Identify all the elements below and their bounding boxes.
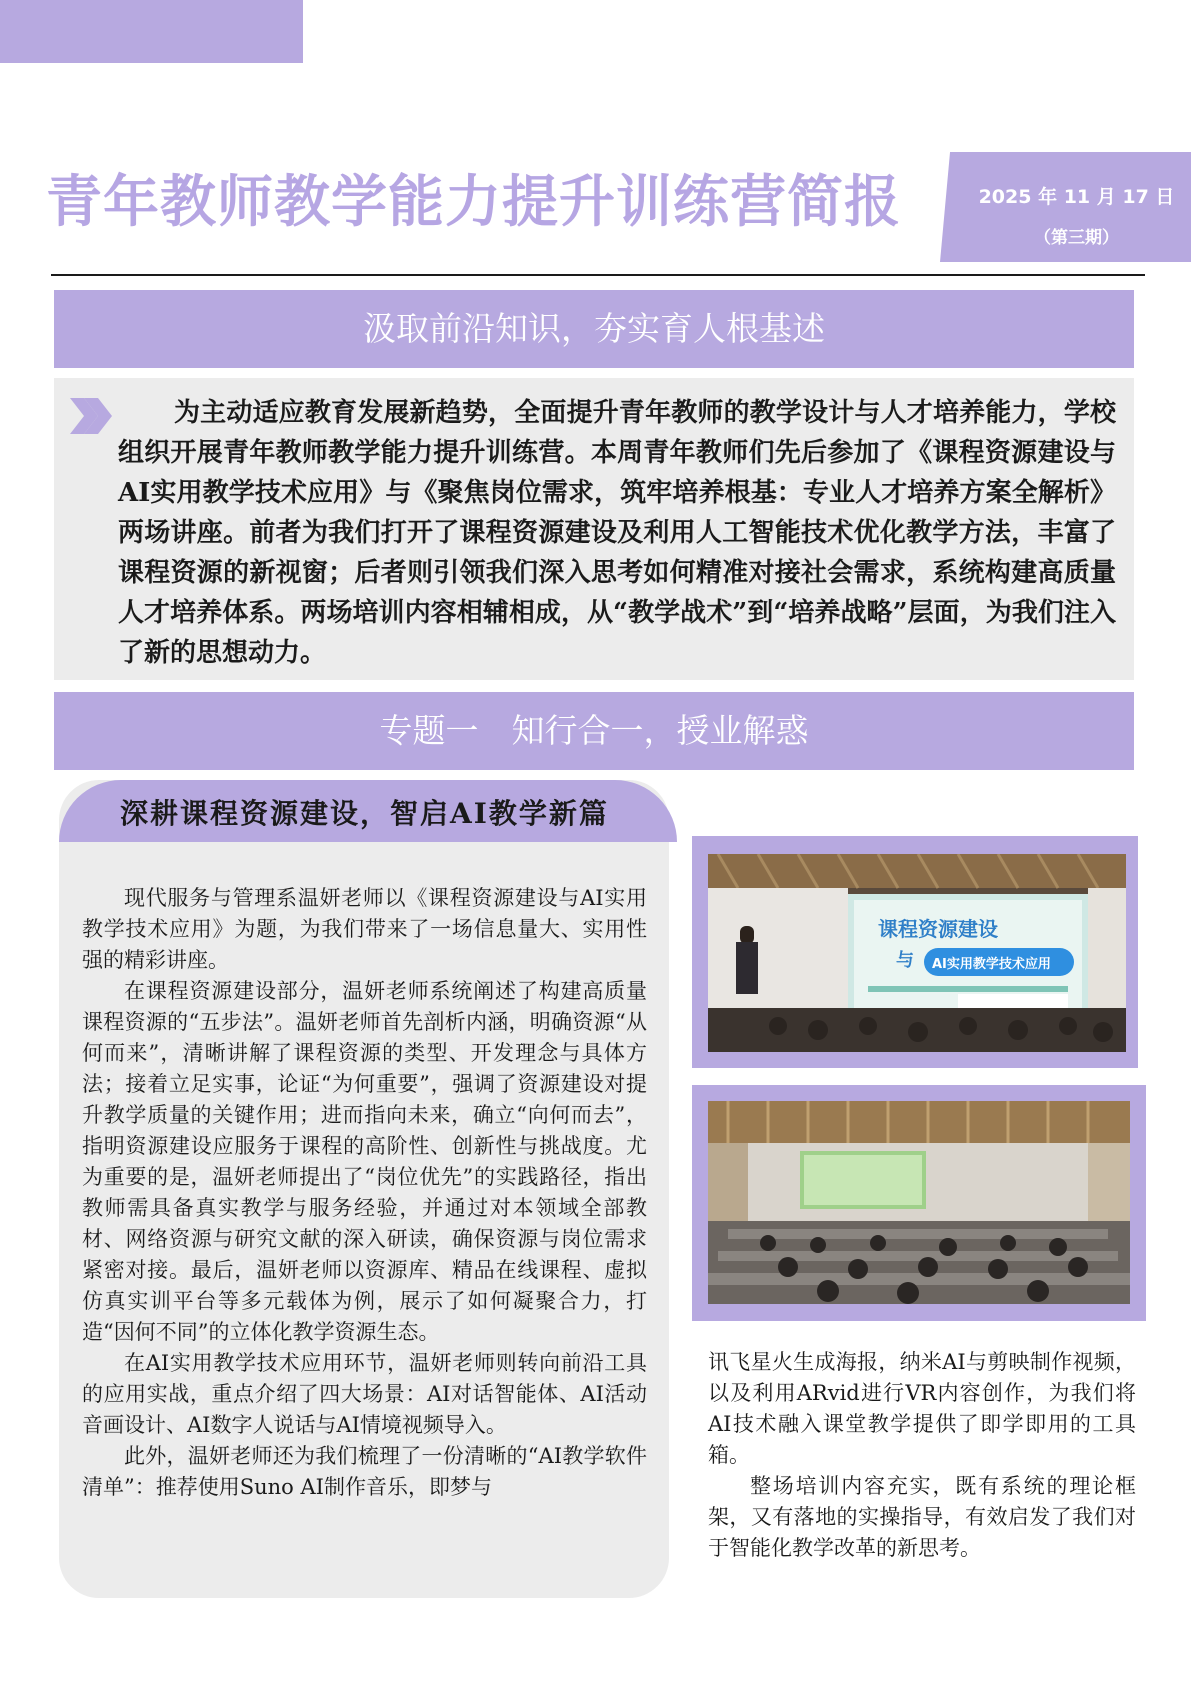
top-corner-tab	[0, 0, 303, 63]
slide-title-line2: 与	[896, 950, 914, 971]
article-paragraph: 此外，温妍老师还为我们梳理了一份清晰的“AI教学软件清单”：推荐使用Suno AI制作音乐，即梦与	[82, 1444, 647, 1499]
article-paragraph: 现代服务与管理系温妍老师以《课程资源建设与AI实用教学技术应用》为题，为我们带来了一场信息量大、实用性强的精彩讲座。	[82, 886, 647, 972]
article-title: 深耕课程资源建设，智启AI教学新篇	[120, 797, 609, 830]
section-banner-2: 专题一 知行合一，授业解惑	[54, 692, 1134, 770]
section-banner-1: 汲取前沿知识，夯实育人根基述	[54, 290, 1134, 368]
slide-title-line3: AI实用教学技术应用	[932, 957, 1051, 972]
article-paragraph: 在AI实用教学技术应用环节，温妍老师则转向前沿工具的应用实战，重点介绍了四大场景：AI对话智能体、AI活动音画设计、AI数字人说话与AI情境视频导入。	[82, 1351, 647, 1437]
slide-title-line1: 课程资源建设	[878, 917, 998, 941]
article-body-left	[82, 883, 647, 1503]
lecture-photo-1	[708, 854, 1126, 1052]
lecture-photo-1-image	[708, 854, 1126, 1052]
article-paragraph: 整场培训内容充实，既有系统的理论框架，又有落地的实操指导，有效启发了我们对于智能化教学改革的新思考。	[708, 1474, 1136, 1560]
lecture-photo-2-image	[708, 1101, 1130, 1304]
article-paragraph: 在课程资源建设部分，温妍老师系统阐述了构建高质量课程资源的“五步法”。温妍老师首先剖析内涵，明确资源“从何而来”，清晰讲解了课程资源的类型、开发理念与具体方法；接着立足实事，论证“为何重要”，强调了资源建设对提升教学质量的关键作用；进而指向未来，确立“向何而去”，指明资源建设应服务于课程的高阶性、创新性与挑战度。尤为重要的是，温妍老师提出了“岗位优先”的实践路径，指出教师需具备真实教学与服务经验，并通过对本领域全部教材、网络资源与研究文献的深入研读，确保资源与岗位需求紧密对接。最后，温妍老师以资源库、精品在线课程、虚拟仿真实训平台等多元载体为例，展示了如何凝聚合力，打造“因何不同”的立体化教学资源生态。	[82, 979, 647, 1344]
lecture-photo-2	[708, 1101, 1130, 1304]
issue-date: 2025 年 11 月 17 日	[978, 186, 1175, 208]
article-body-right	[708, 1347, 1136, 1564]
article-paragraph: 讯飞星火生成海报，纳米AI与剪映制作视频，以及利用ARvid进行VR内容创作，为我们将AI技术融入课堂教学提供了即学即用的工具箱。	[708, 1350, 1136, 1467]
double-chevron-icon	[70, 398, 112, 434]
header-divider	[51, 274, 1145, 276]
issue-number: （第三期）	[1034, 228, 1119, 248]
newsletter-title: 青年教师教学能力提升训练营简报	[46, 170, 901, 235]
intro-paragraph: 为主动适应教育发展新趋势，全面提升青年教师的教学设计与人才培养能力，学校组织开展青年教师教学能力提升训练营。本周青年教师们先后参加了《课程资源建设与AI实用教学技术应用》与《聚焦岗位需求，筑牢培养根基：专业人才培养方案全解析》两场讲座。前者为我们打开了课程资源建设及利用人工智能技术优化教学方法，丰富了课程资源的新视窗；后者则引领我们深入思考如何精准对接社会需求，系统构建高质量人才培养体系。两场培训内容相辅相成，从“教学战术”到“培养战略”层面，为我们注入了新的思想动力。	[118, 398, 1116, 668]
